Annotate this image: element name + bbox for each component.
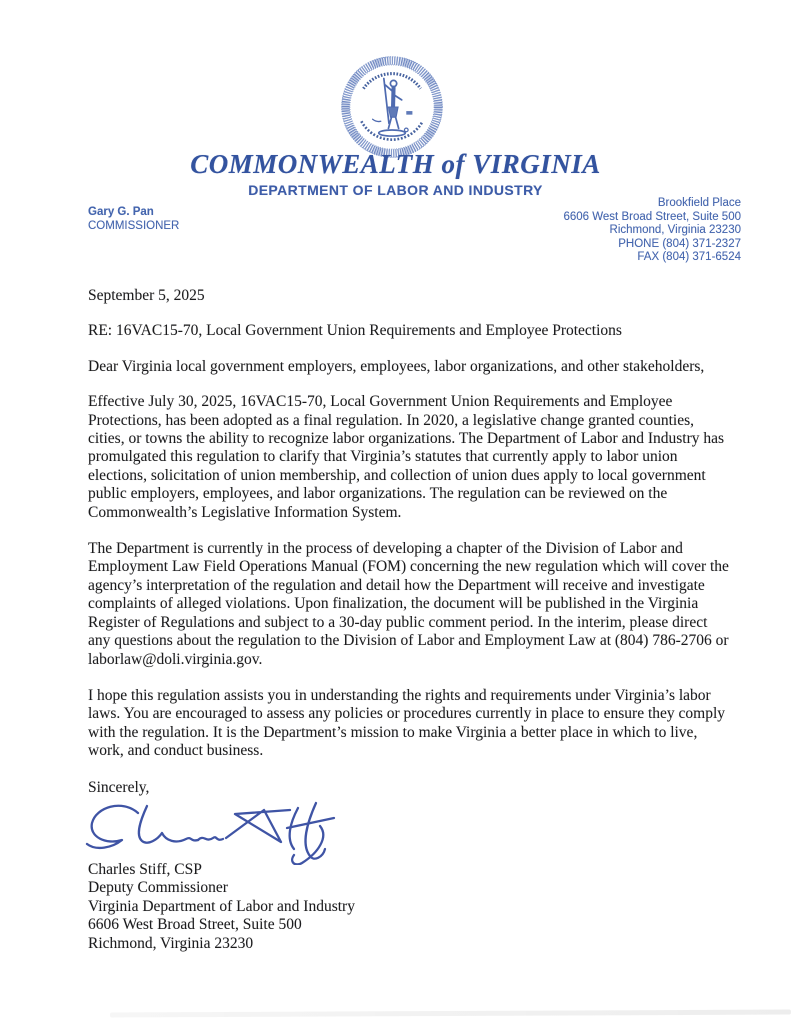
org-title: COMMONWEALTH of VIRGINIA <box>190 149 601 179</box>
address-line: Richmond, Virginia 23230 <box>609 224 741 237</box>
letter-date: September 5, 2025 <box>88 287 205 304</box>
closing: Sincerely, <box>88 778 150 796</box>
salutation: Dear Virginia local government employers, employees, labor organizations, and other stakeholders, <box>88 357 705 375</box>
address-line: Brookfield Place <box>657 197 741 209</box>
commissioner-title: COMMISSIONER <box>88 220 180 232</box>
address-line: 6606 West Broad Street, Suite 500 <box>563 210 741 223</box>
letter-body <box>88 287 732 953</box>
paragraph: The Department is currently in the process of developing a chapter of the Division of Labor and Employment Law Field Operations Manual (FOM) concerning the new regulation which will cover the agency’s interpretation of the regulation and detail how the Department will receive and investigate complaints of alleged violations. Upon finalization, the document will be published in the Virginia Register of Regulations and subject to a 30-day public comment period. In the interim, please direct any questions about the regulation to the Division of Labor and Employment Law at (804) 786-2706 or laborlaw@doli.virginia.gov. <box>88 540 729 668</box>
commissioner-name: Gary G. Pan <box>88 206 154 218</box>
signer-org: Virginia Department of Labor and Industry <box>88 897 355 915</box>
signature-block <box>88 861 732 953</box>
address-line: PHONE (804) 371-2327 <box>618 237 741 250</box>
signer-city: Richmond, Virginia 23230 <box>88 934 254 952</box>
signer-name: Charles Stiff, CSP <box>88 860 202 878</box>
scan-edge-shadow <box>110 1010 791 1018</box>
subject-line: RE: 16VAC15-70, Local Government Union Requirements and Employee Protections <box>88 322 622 340</box>
commissioner-block <box>88 205 179 233</box>
paragraph: Effective July 30, 2025, 16VAC15-70, Local Government Union Requirements and Employee Protections, has been adopted as a final regulation. In 2020, a legislative change granted counties, cities, or towns the ability to recognize labor organizations. The Department of Labor and Industry has promulgated this regulation to clarify that Virginia’s statutes that currently apply to labor union elections, solicitation of union membership, and collection of union dues apply to local government public employers, employees, and labor organizations. The regulation can be reviewed on the Commonwealth’s Legislative Information System. <box>88 393 725 521</box>
signer-street: 6606 West Broad Street, Suite 500 <box>88 916 302 934</box>
handwritten-signature <box>84 799 342 865</box>
letterhead <box>0 0 791 280</box>
org-subtitle: DEPARTMENT OF LABOR AND INDUSTRY <box>248 182 543 198</box>
paragraph: I hope this regulation assists you in understanding the rights and requirements under Virginia’s labor laws. You are encouraged to assess any policies or procedures currently in place to ensure they comply with the regulation. It is the Department’s mission to make Virginia a better place in which to live, work, and conduct business. <box>88 686 726 760</box>
virginia-state-seal-icon <box>341 56 443 158</box>
agency-address-block <box>563 197 741 265</box>
address-line: FAX (804) 371-6524 <box>637 251 741 264</box>
signer-title: Deputy Commissioner <box>88 879 228 897</box>
